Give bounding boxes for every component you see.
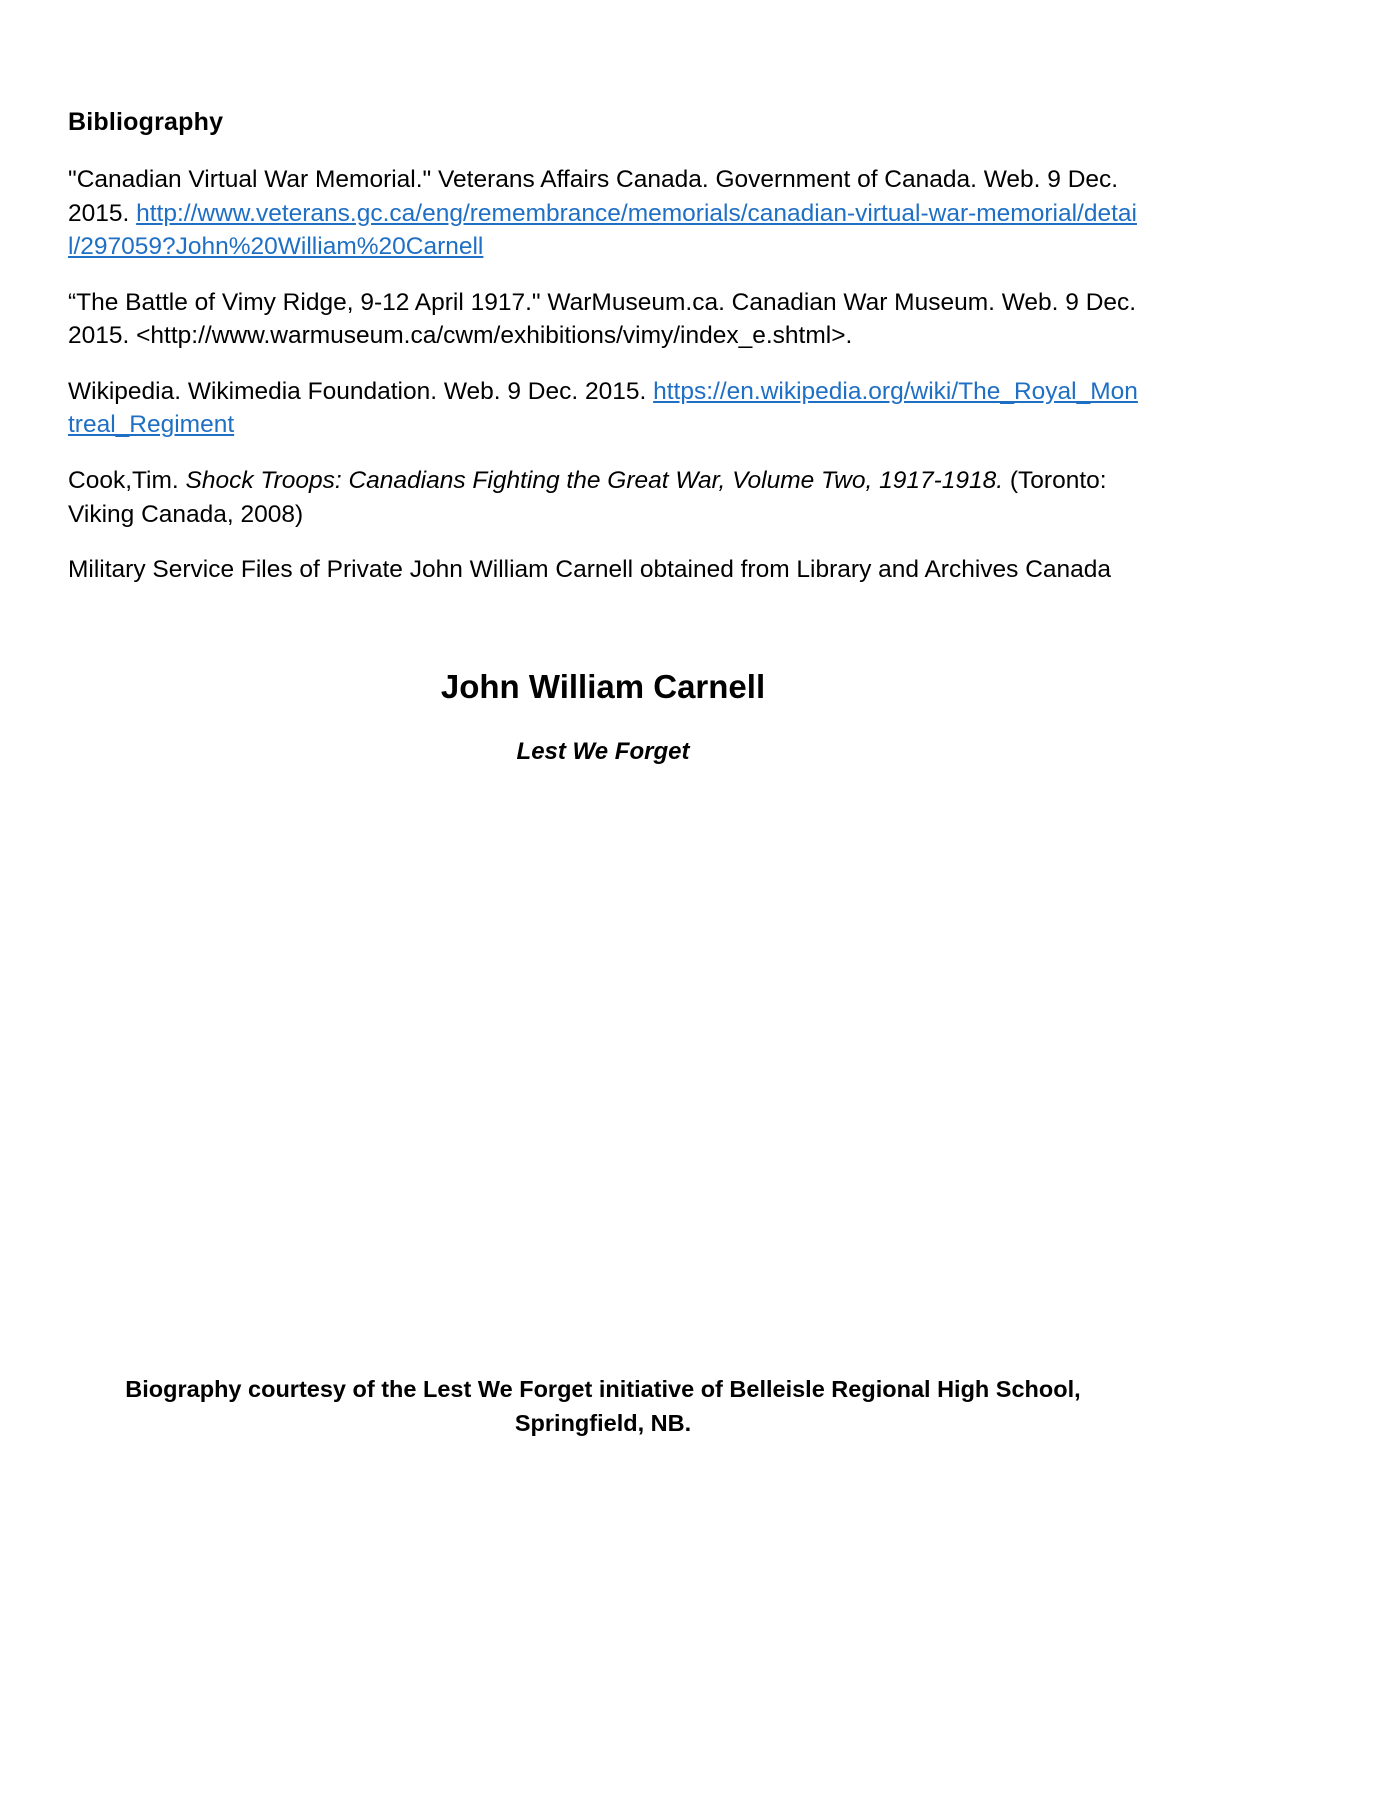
- soldier-name-block: [68, 668, 1138, 766]
- link-wikipedia-royal-montreal-regiment[interactable]: https://en.wikipedia.org/wiki/The_Royal_Montreal_Regiment: [68, 377, 1138, 439]
- bibliography-entry-cook: [68, 464, 1138, 531]
- link-canadian-virtual-war-memorial[interactable]: http://www.veterans.gc.ca/eng/remembrance/memorials/canadian-virtual-war-memorial/detail/297059?John%20William%20Carnell: [68, 199, 1137, 261]
- entry-text: “The Battle of Vimy Ridge, 9-12 April 1917." WarMuseum.ca. Canadian War Museum. Web. 9 Dec. 2015. <http://www.warmuseum.ca/cwm/exhibitions/vimy/index_e.shtml>.: [68, 288, 1137, 350]
- entry-text: Cook,Tim.: [68, 466, 186, 494]
- bibliography-entry-wikipedia: [68, 375, 1138, 442]
- entry-book-title: Shock Troops: Canadians Fighting the Great War, Volume Two, 1917-1918.: [185, 466, 1004, 494]
- bibliography-entry-service-files: [68, 553, 1138, 587]
- entry-text-after: (Toronto: Viking Canada, 2008): [68, 466, 1107, 528]
- bibliography-entry-vimy: [68, 286, 1138, 353]
- bibliography-entry-cvwm: [68, 163, 1138, 264]
- remembrance-motto: Lest We Forget: [516, 738, 690, 765]
- entry-text: "Canadian Virtual War Memorial." Veterans Affairs Canada. Government of Canada. Web. 9 Dec. 2015.: [68, 166, 1119, 227]
- soldier-name: John William Carnell: [440, 668, 766, 705]
- entry-text: Military Service Files of Private John William Carnell obtained from Library and Archives Canada: [68, 556, 1112, 584]
- document-body: [68, 108, 1138, 765]
- entry-text: Wikipedia. Wikimedia Foundation. Web. 9 Dec. 2015.: [68, 377, 654, 405]
- footer-credit: Biography courtesy of the Lest We Forget initiative of Belleisle Regional High School, Springfield, NB.: [125, 1376, 1081, 1437]
- page-title: Bibliography: [68, 108, 224, 136]
